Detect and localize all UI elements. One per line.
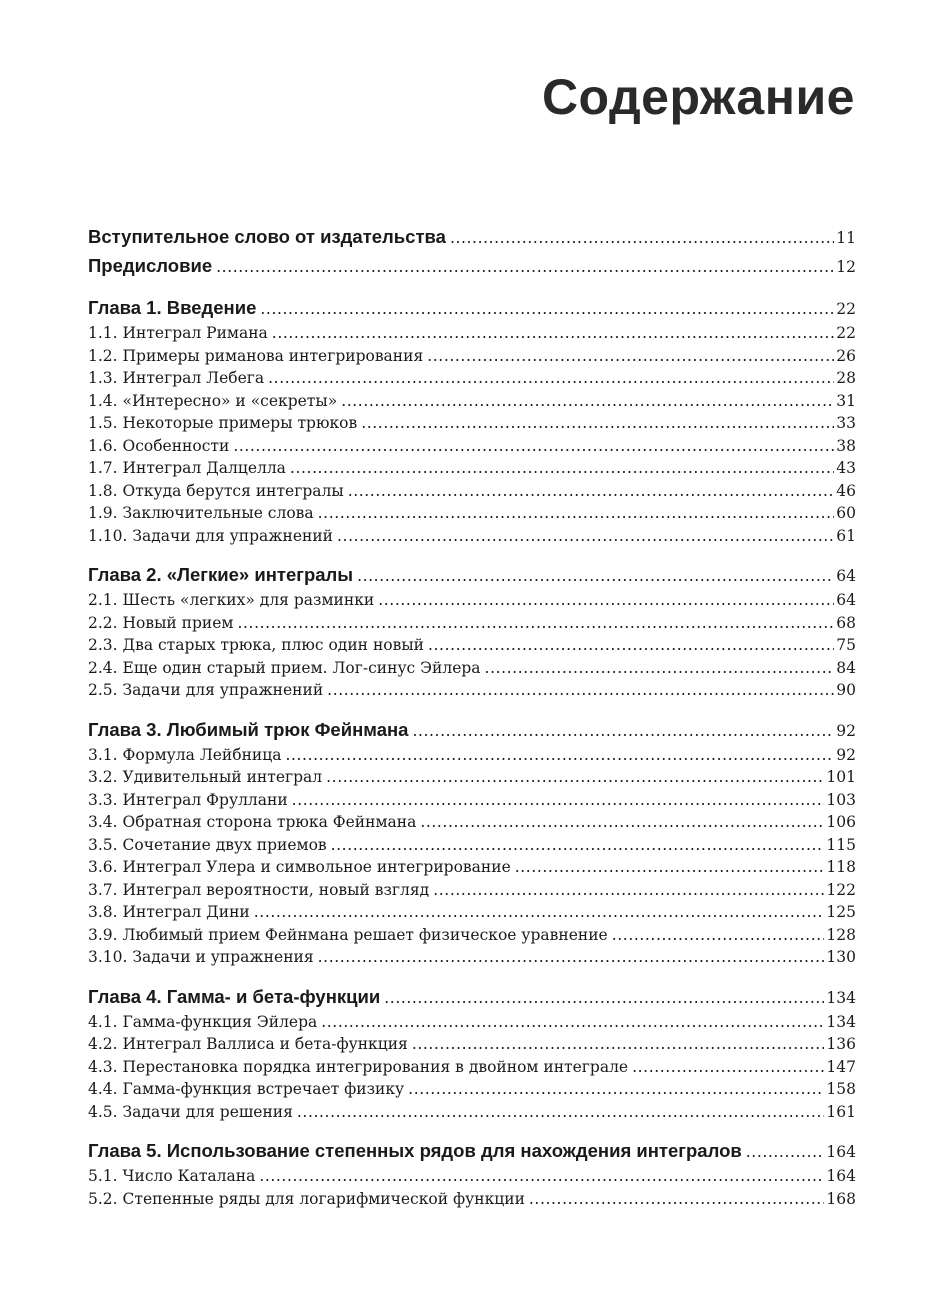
- toc-section-label: 3.9. Любимый прием Фейнмана решает физическое уравнение: [88, 925, 608, 944]
- toc-chapter-label: Глава 2. «Легкие» интегралы: [88, 564, 354, 585]
- toc-section-label: 4.2. Интеграл Валлиса и бета-функция: [88, 1035, 408, 1053]
- toc-chapter-page-number: 134: [826, 988, 856, 1007]
- toc-section[interactable]: [88, 1165, 856, 1188]
- toc-section[interactable]: [88, 946, 856, 969]
- dot-leader: [326, 766, 824, 789]
- toc-chapter-page-number: 92: [836, 721, 856, 740]
- toc-section-label: 1.1. Интеграл Римана: [88, 324, 268, 342]
- toc-section-page-number: 168: [826, 1189, 856, 1208]
- toc-section[interactable]: [88, 1188, 856, 1211]
- dot-leader: [384, 984, 824, 1013]
- toc-section-page-number: 61: [836, 526, 856, 545]
- dot-leader: [408, 1078, 824, 1101]
- toc-chapter-label: Глава 3. Любимый трюк Фейнмана: [88, 718, 409, 740]
- toc-chapter[interactable]: [88, 293, 856, 322]
- toc-section[interactable]: [88, 480, 856, 503]
- toc-section-label: 3.5. Сочетание двух приемов: [88, 835, 327, 854]
- toc-section[interactable]: [88, 1078, 856, 1101]
- dot-leader: [361, 412, 834, 435]
- toc-chapter[interactable]: [88, 1136, 856, 1165]
- toc-section[interactable]: [88, 612, 856, 635]
- toc-section-label: 1.2. Примеры риманова интегрирования: [88, 346, 424, 365]
- toc-section-label: 3.1. Формула Лейбница: [88, 745, 282, 764]
- toc-section-label: 3.6. Интеграл Улера и символьное интегрирование: [88, 858, 511, 876]
- toc-section[interactable]: [88, 924, 856, 947]
- toc-section[interactable]: [88, 589, 856, 612]
- toc-section-label: 4.5. Задачи для решения: [88, 1102, 293, 1121]
- toc-section-page-number: 106: [826, 813, 856, 831]
- toc-chapter-page-number: 22: [836, 300, 856, 318]
- toc-section-label: 1.3. Интеграл Лебега: [88, 369, 265, 387]
- dot-leader: [428, 634, 834, 657]
- dot-leader: [357, 562, 834, 591]
- toc-section-label: 2.4. Еще один старый прием. Лог-синус Эйлера: [88, 658, 481, 677]
- toc-chapter-page-number: 64: [836, 567, 856, 585]
- toc-section-page-number: 60: [836, 504, 856, 522]
- toc-section[interactable]: [88, 879, 856, 902]
- toc-section-label: 1.9. Заключительные слова: [88, 504, 314, 522]
- toc-section-page-number: 64: [836, 591, 856, 609]
- toc-section[interactable]: [88, 322, 856, 345]
- toc-front-entry-label: Вступительное слово от издательства: [88, 226, 446, 247]
- toc-section-label: 1.8. Откуда берутся интегралы: [88, 481, 344, 500]
- toc-front-entry-page-number: 11: [836, 229, 856, 247]
- toc-front-entry[interactable]: [88, 251, 856, 280]
- toc-section-page-number: 28: [836, 369, 856, 387]
- toc-section-page-number: 158: [826, 1080, 856, 1098]
- table-of-contents: [88, 222, 856, 1210]
- dot-leader: [285, 744, 834, 767]
- toc-section-page-number: 128: [826, 925, 856, 944]
- toc-section-page-number: 118: [826, 858, 856, 876]
- toc-section-label: 2.2. Новый прием: [88, 613, 234, 632]
- toc-section-page-number: 33: [836, 414, 856, 432]
- toc-section[interactable]: [88, 744, 856, 767]
- toc-section-label: 1.7. Интеграл Далцелла: [88, 459, 286, 477]
- spacer: [88, 702, 856, 715]
- toc-section-page-number: 147: [826, 1057, 856, 1076]
- dot-leader: [515, 856, 825, 879]
- toc-section[interactable]: [88, 502, 856, 525]
- toc-section-label: 4.1. Гамма-функция Эйлера: [88, 1012, 318, 1031]
- toc-section-label: 5.2. Степенные ряды для логарифмической функции: [88, 1189, 525, 1208]
- toc-section[interactable]: [88, 766, 856, 789]
- toc-section[interactable]: [88, 1033, 856, 1056]
- toc-section-label: 1.10. Задачи для упражнений: [88, 526, 334, 545]
- dot-leader: [450, 224, 834, 253]
- dot-leader: [272, 322, 834, 345]
- toc-section-page-number: 92: [836, 745, 856, 764]
- toc-section-label: 1.5. Некоторые примеры трюков: [88, 414, 358, 432]
- toc-chapter-label: Глава 1. Введение: [88, 297, 257, 318]
- toc-section-label: 1.4. «Интересно» и «секреты»: [88, 391, 338, 410]
- toc-front-entry-label: Предисловие: [88, 255, 213, 276]
- toc-section-page-number: 22: [836, 324, 856, 342]
- toc-section-label: 1.6. Особенности: [88, 436, 230, 455]
- dot-leader: [485, 657, 835, 680]
- toc-section[interactable]: [88, 634, 856, 657]
- toc-section-label: 2.1. Шесть «легких» для разминки: [88, 591, 375, 609]
- dot-leader: [746, 1138, 825, 1167]
- dot-leader: [254, 901, 825, 924]
- toc-section-label: 3.8. Интеграл Дини: [88, 903, 250, 921]
- toc-section[interactable]: [88, 1101, 856, 1124]
- toc-section-page-number: 125: [826, 903, 856, 921]
- toc-section[interactable]: [88, 345, 856, 368]
- toc-section[interactable]: [88, 1011, 856, 1034]
- page-title: Содержание: [541, 69, 855, 125]
- toc-section[interactable]: [88, 811, 856, 834]
- dot-leader: [433, 879, 824, 902]
- toc-section-page-number: 90: [836, 681, 856, 699]
- toc-section-page-number: 26: [836, 346, 856, 365]
- toc-chapter-label: Глава 4. Гамма- и бета-функции: [88, 985, 381, 1007]
- toc-section-page-number: 103: [826, 790, 856, 809]
- dot-leader: [290, 457, 834, 480]
- toc-front-entry-page-number: 12: [836, 258, 856, 276]
- toc-section-label: 4.4. Гамма-функция встречает физику: [88, 1080, 405, 1098]
- spacer: [88, 1123, 856, 1136]
- toc-section[interactable]: [88, 834, 856, 857]
- toc-section-page-number: 43: [836, 459, 856, 477]
- dot-leader: [612, 924, 825, 947]
- dot-leader: [238, 612, 835, 635]
- toc-front-entry[interactable]: [88, 222, 856, 251]
- spacer: [88, 547, 856, 560]
- toc-section[interactable]: [88, 525, 856, 548]
- toc-chapter-label: Глава 5. Использование степенных рядов для нахождения интегралов: [88, 1140, 742, 1161]
- dot-leader: [420, 811, 824, 834]
- dot-leader: [341, 390, 834, 413]
- toc-chapter[interactable]: [88, 715, 856, 744]
- toc-section-label: 2.3. Два старых трюка, плюс один новый: [88, 636, 424, 654]
- toc-section-page-number: 38: [836, 436, 856, 455]
- dot-leader: [260, 295, 834, 324]
- toc-section[interactable]: [88, 412, 856, 435]
- toc-section-page-number: 75: [836, 636, 856, 654]
- dot-leader: [297, 1101, 825, 1124]
- toc-section-label: 2.5. Задачи для упражнений: [88, 681, 324, 699]
- dot-leader: [233, 435, 834, 458]
- dot-leader: [529, 1188, 825, 1211]
- toc-section-label: 3.10. Задачи и упражнения: [88, 948, 314, 966]
- toc-section[interactable]: [88, 390, 856, 413]
- toc-section-page-number: 68: [836, 613, 856, 632]
- dot-leader: [268, 367, 834, 390]
- toc-section-label: 5.1. Число Каталана: [88, 1167, 256, 1185]
- toc-section[interactable]: [88, 435, 856, 458]
- toc-section[interactable]: [88, 1056, 856, 1079]
- dot-leader: [318, 946, 825, 969]
- dot-leader: [321, 1011, 824, 1034]
- dot-leader: [216, 253, 834, 282]
- dot-leader: [412, 1033, 825, 1056]
- toc-section[interactable]: [88, 657, 856, 680]
- toc-section-page-number: 164: [826, 1167, 856, 1185]
- toc-section-page-number: 115: [826, 835, 856, 854]
- toc-section-page-number: 46: [836, 481, 856, 500]
- toc-section-page-number: 136: [826, 1035, 856, 1053]
- dot-leader: [378, 589, 834, 612]
- dot-leader: [348, 480, 835, 503]
- dot-leader: [412, 717, 834, 746]
- dot-leader: [632, 1056, 824, 1079]
- toc-section[interactable]: [88, 856, 856, 879]
- toc-section-page-number: 122: [826, 880, 856, 899]
- toc-section-label: 3.2. Удивительный интеграл: [88, 768, 323, 786]
- dot-leader: [327, 679, 834, 702]
- dot-leader: [318, 502, 835, 525]
- spacer: [88, 969, 856, 982]
- toc-section[interactable]: [88, 457, 856, 480]
- toc-section-label: 3.3. Интеграл Фруллани: [88, 790, 288, 809]
- toc-section[interactable]: [88, 679, 856, 702]
- toc-section-page-number: 161: [826, 1102, 856, 1121]
- dot-leader: [331, 834, 825, 857]
- toc-chapter[interactable]: [88, 982, 856, 1011]
- toc-section-page-number: 31: [836, 391, 856, 410]
- toc-section-label: 3.4. Обратная сторона трюка Фейнмана: [88, 813, 417, 831]
- dot-leader: [259, 1165, 824, 1188]
- toc-chapter[interactable]: [88, 560, 856, 589]
- toc-section-page-number: 84: [836, 658, 856, 677]
- toc-section-label: 3.7. Интеграл вероятности, новый взгляд: [88, 880, 430, 899]
- toc-section[interactable]: [88, 367, 856, 390]
- dot-leader: [292, 789, 825, 812]
- toc-section-page-number: 134: [826, 1012, 856, 1031]
- toc-section-page-number: 130: [826, 948, 856, 966]
- dot-leader: [337, 525, 834, 548]
- toc-chapter-page-number: 164: [826, 1143, 856, 1161]
- toc-section-page-number: 101: [826, 768, 856, 786]
- dot-leader: [427, 345, 834, 368]
- toc-section[interactable]: [88, 901, 856, 924]
- toc-section[interactable]: [88, 789, 856, 812]
- toc-section-label: 4.3. Перестановка порядка интегрирования в двойном интеграле: [88, 1057, 629, 1076]
